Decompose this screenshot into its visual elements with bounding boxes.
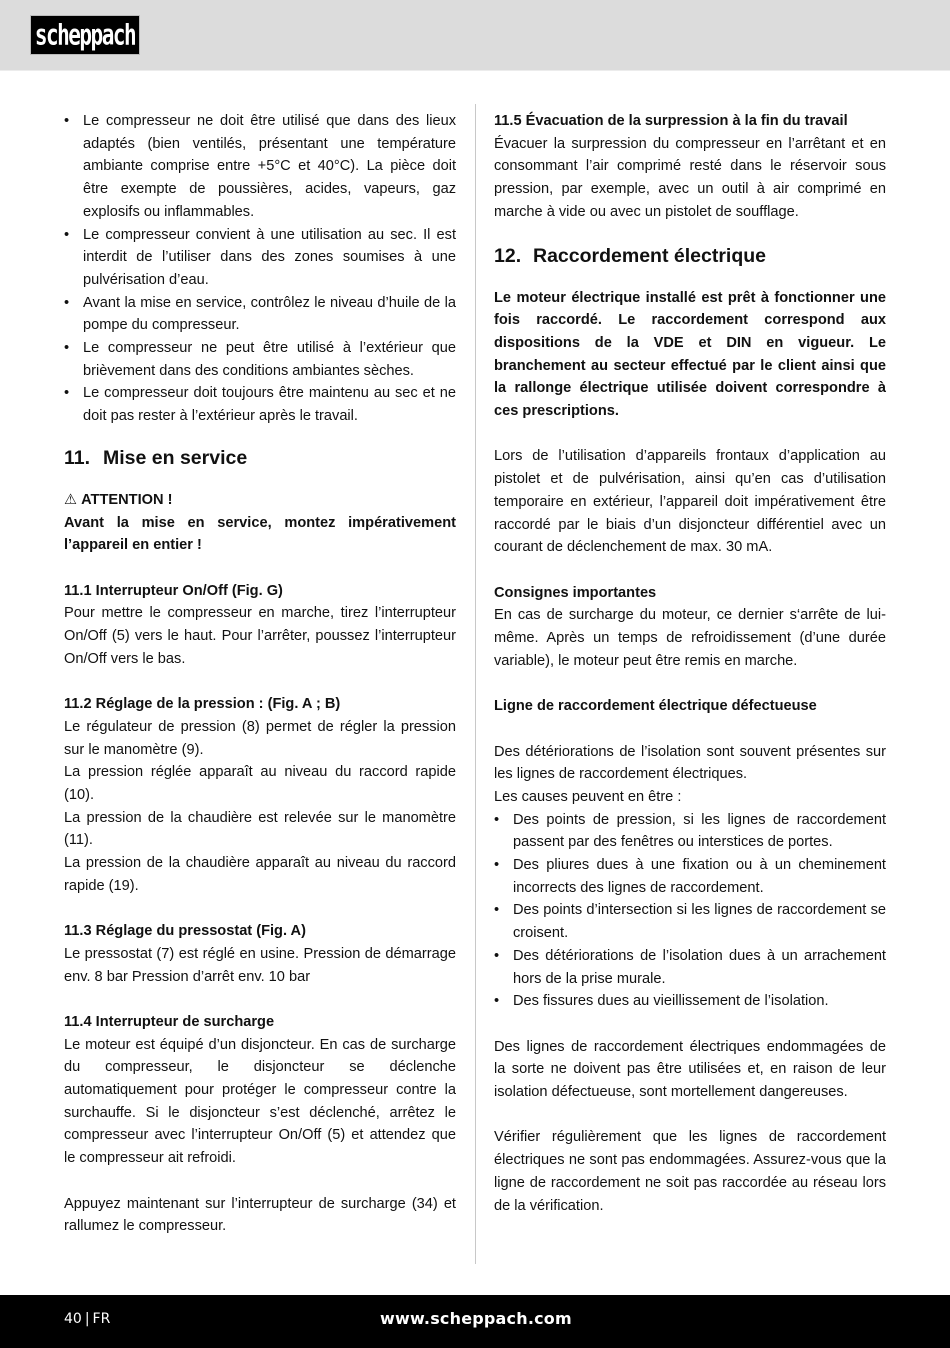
subsection-11-4-text-2: Appuyez maintenant sur l’interrupteur de surcharge (34) et rallumez le compresseur. <box>64 1195 456 1235</box>
section-12-heading <box>494 244 886 268</box>
page-footer <box>0 1295 950 1348</box>
list-item: • Des points de pression, si les lignes de raccordement passent par des fenêtres ou interstices de portes. <box>494 809 886 854</box>
section-title: Mise en service <box>103 446 248 469</box>
list-item: • Le compresseur doit toujours être maintenu au sec et ne doit pas rester à l’extérieur après le travail. <box>64 382 456 427</box>
page-header <box>0 0 950 71</box>
subsection-11-5-text: Évacuer la surpression du compresseur en l’arrêtant et en consommant l’air comprimé resté dans le réservoir sous pression, par exemple, avec un outil à air comprimé en marche à vide ou avec un pistolet de soufflage. <box>494 135 886 220</box>
language-code: FR <box>92 1311 111 1327</box>
left-column <box>64 110 456 1238</box>
logo-text: scheppach <box>34 18 136 52</box>
subsection-11-4-title: 11.4 Interrupteur de surcharge <box>64 1013 275 1030</box>
subsection-11-4-text: Le moteur est équipé d’un disjoncteur. En cas de surcharge du compresseur, le disjoncteur se déclenche automatiquement pour protéger le compresseur contre la surchauffe. Si le disjoncteur s’est déclenché, arrêtez le compresseur avec l’interrupteur On/Off (5) et attendez que le compresseur ait refroidi. <box>64 1036 456 1167</box>
subsection-11-2-line: La pression de la chaudière apparaît au niveau du raccord rapide (19). <box>64 855 456 894</box>
list-item: • Des points d’intersection si les lignes de raccordement se croisent. <box>494 899 886 944</box>
list-item: • Le compresseur ne doit être utilisé que dans des lieux adaptés (bien ventilés, présentant une température ambiante comprise entre +5°C et 40°C). La pièce doit être exempte de poussières, acides, vapeurs, gaz explosifs ou inflammables. <box>64 110 456 224</box>
page-number: 40 <box>64 1311 82 1327</box>
subsection-11-2-line: La pression réglée apparaît au niveau du raccord rapide (10). <box>64 764 456 803</box>
subsection-11-3-text: Le pressostat (7) est réglé en usine. Pression de démarrage env. 8 bar Pression d’arrêt env. 10 bar <box>64 945 456 985</box>
warning-heading <box>64 489 456 512</box>
section-12-bold-text: Le moteur électrique installé est prêt à fonctionner une fois raccordé. Le raccordement correspond aux dispositions de la VDE et DIN en vigueur. Le branchement au secteur effectué par le client ainsi que la rallonge électrique utilisée doivent correspondre à ces prescriptions. <box>494 289 886 420</box>
ligne-text-2: Vérifier régulièrement que les lignes de raccordement électriques ne sont pas endommagées. Assurez-vous que la ligne de raccordement ne soit pas raccordée au réseau lors de la vérification. <box>494 1129 886 1214</box>
column-divider <box>475 104 476 1264</box>
subsection-11-5-title: 11.5 Évacuation de la surpression à la fin du travail <box>494 113 848 129</box>
subsection-11-1-title: 11.1 Interrupteur On/Off (Fig. G) <box>64 582 283 599</box>
scheppach-logo <box>30 15 140 55</box>
subsection-11-2-line: La pression de la chaudière est relevée sur le manomètre (11). <box>64 809 456 849</box>
subsection-11-1-text: Pour mettre le compresseur en marche, tirez l’interrupteur On/Off (5) vers le haut. Pour l’arrêter, poussez l’interrupteur On/Off vers le bas. <box>64 605 456 667</box>
section-number: 12. <box>494 244 522 267</box>
list-item: • Des pliures dues à une fixation ou à un cheminement incorrects des lignes de raccordement. <box>494 854 886 899</box>
website-link[interactable]: www.scheppach.com <box>380 1309 572 1328</box>
consignes-text: En cas de surcharge du moteur, ce dernier s‘arrête de lui-même. Après un temps de refroidissement (d’une durée variable), le moteur peut être remis en marche. <box>494 607 886 669</box>
section-11-heading <box>64 446 456 470</box>
subsection-11-2-line: Le régulateur de pression (8) permet de régler la pression sur le manomètre (9). <box>64 718 456 758</box>
list-item: • Le compresseur convient à une utilisation au sec. Il est interdit de l’utiliser dans des zones soumises à une pulvérisation d’eau. <box>64 224 456 292</box>
list-item: • Des fissures dues au vieillissement de l’isolation. <box>494 990 886 1013</box>
consignes-title: Consignes importantes <box>494 584 657 601</box>
section-title: Raccordement électrique <box>533 244 767 267</box>
subsection-11-2-title: 11.2 Réglage de la pression : (Fig. A ; B) <box>64 696 341 713</box>
warning-text: Avant la mise en service, montez impérativement l’appareil en entier ! <box>64 514 456 554</box>
warning-triangle-icon: ⚠ <box>64 491 78 508</box>
ligne-intro-2: Les causes peuvent en être : <box>494 788 682 805</box>
section-12-text: Lors de l’utilisation d’appareils frontaux d’application au pistolet et de pulvérisation, ainsi qu’en cas d’utilisation temporaire en extérieur, l’appareil doit impérativement être raccordé par le biais d’un disjoncteur différentiel avec un courant de déclenchement de max. 30 mA. <box>494 448 886 556</box>
ligne-intro: Des détériorations de l’isolation sont souvent présentes sur les lignes de raccordement électriques. <box>494 743 886 783</box>
list-item: • Le compresseur ne peut être utilisé à l’extérieur que brièvement dans des conditions ambiantes sèches. <box>64 337 456 382</box>
safety-bullet-list <box>64 110 456 428</box>
subsection-11-3-title: 11.3 Réglage du pressostat (Fig. A) <box>64 923 306 940</box>
list-item: • Avant la mise en service, contrôlez le niveau d’huile de la pompe du compresseur. <box>64 292 456 337</box>
list-item: • Des détériorations de l’isolation dues à un arrachement hors de la prise murale. <box>494 945 886 990</box>
ligne-title: Ligne de raccordement électrique défectueuse <box>494 698 817 715</box>
warning-label: ATTENTION ! <box>81 491 173 508</box>
causes-bullet-list <box>494 809 886 1013</box>
section-number: 11. <box>64 446 91 469</box>
ligne-text: Des lignes de raccordement électriques endommagées de la sorte ne doivent pas être utilisées et, en raison de leur isolation défectueuse, sont mortellement dangereuses. <box>494 1038 886 1101</box>
page-separator: | <box>84 1311 90 1327</box>
right-column <box>494 110 886 1217</box>
page-indicator <box>64 1311 110 1327</box>
